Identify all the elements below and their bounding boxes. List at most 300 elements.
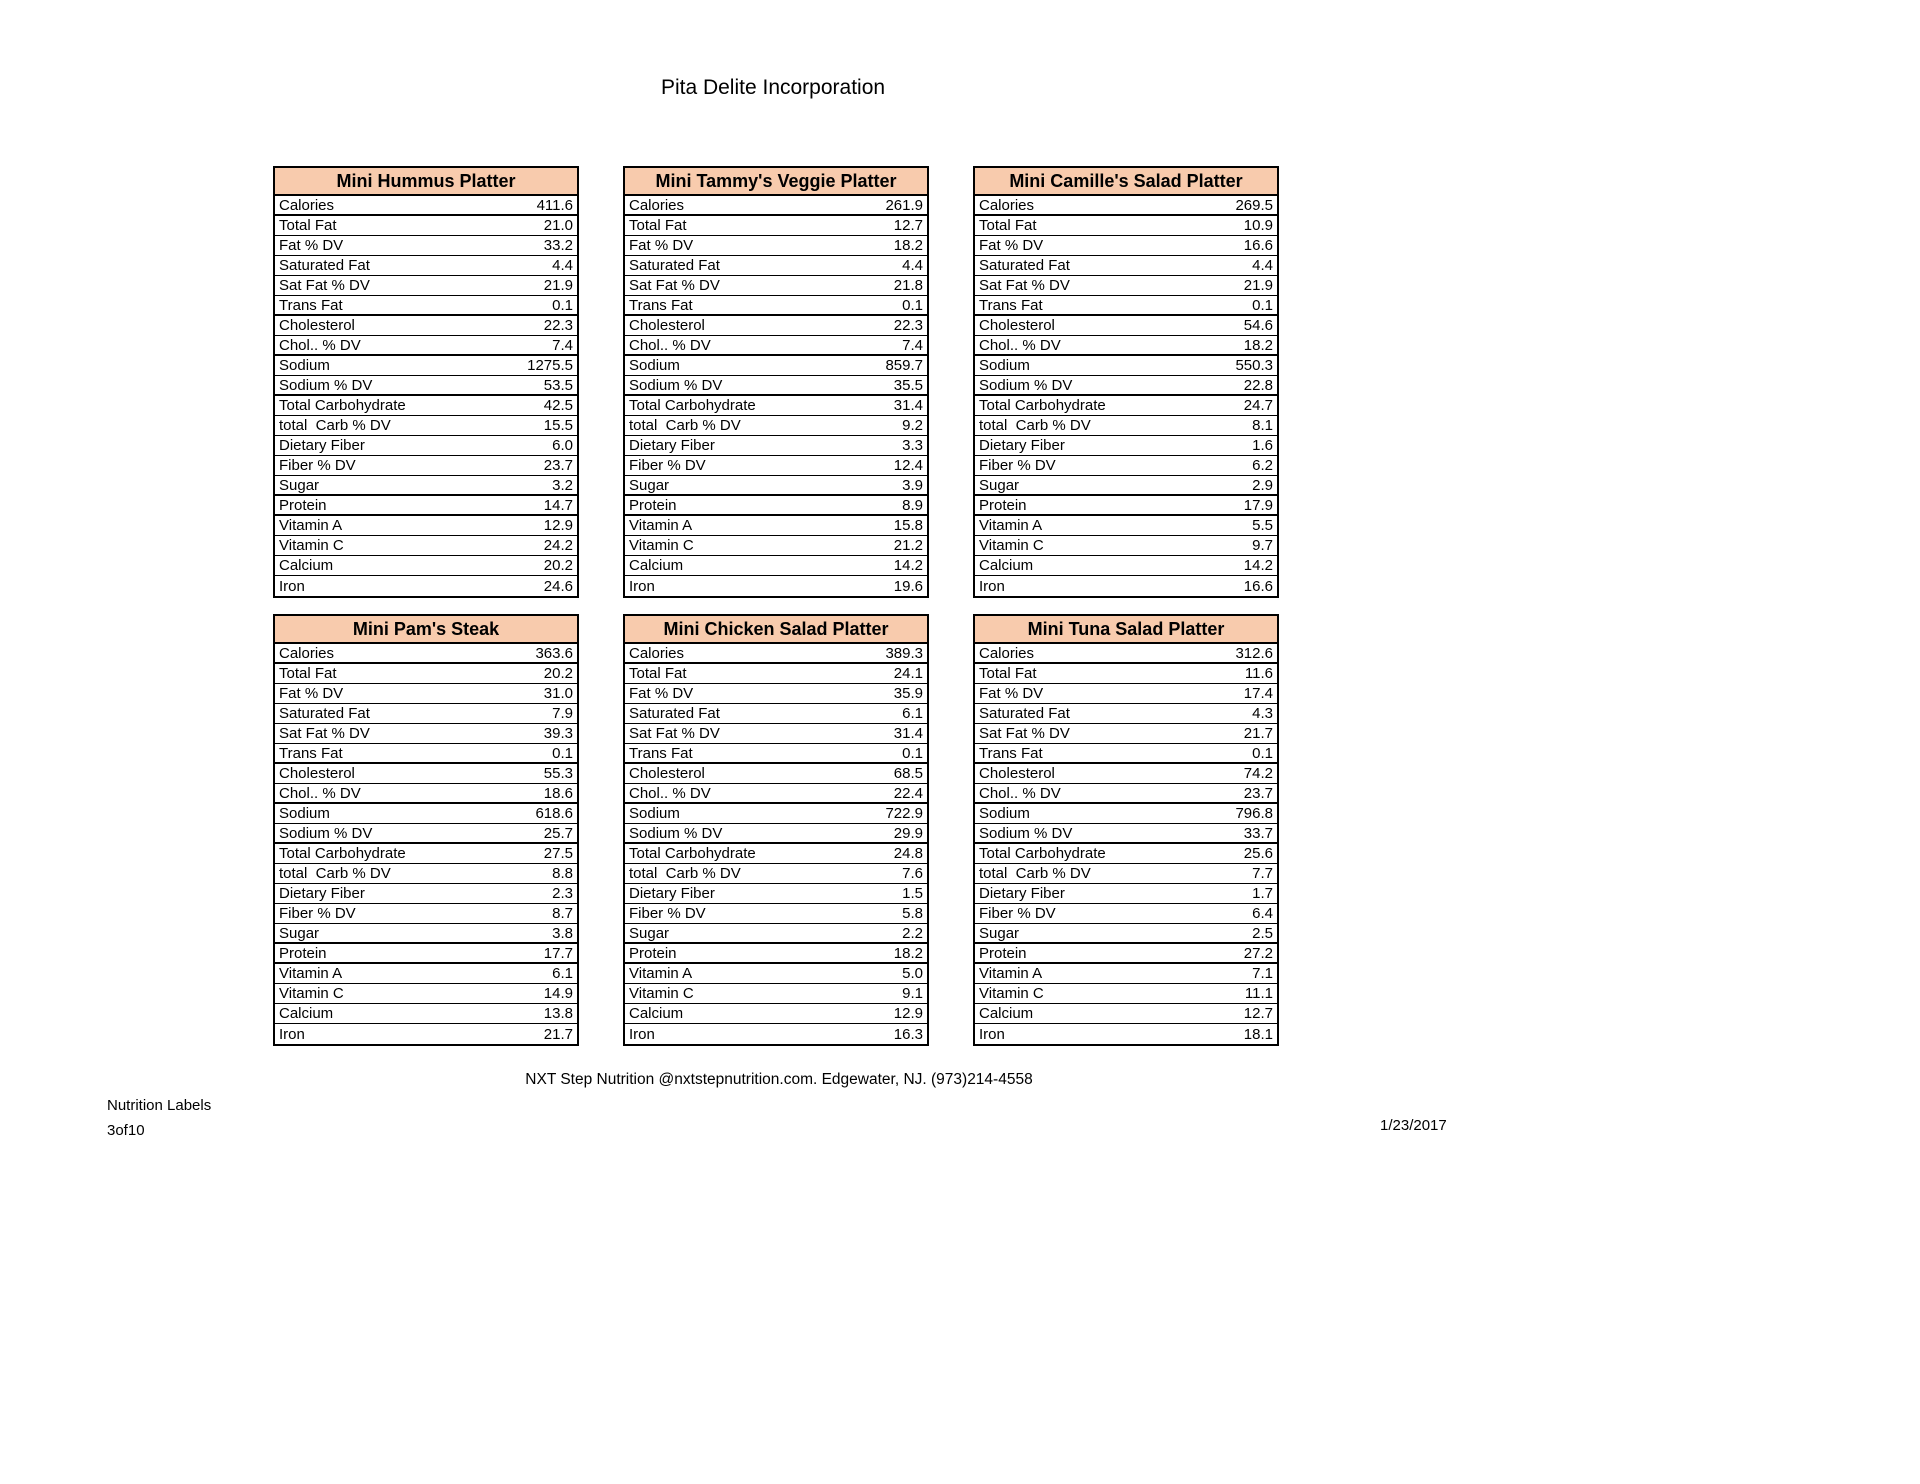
nutrition-row — [275, 644, 577, 664]
nutrition-row-value: 21.0 — [543, 217, 573, 234]
nutrition-row-value: 18.1 — [1243, 1025, 1273, 1043]
nutrition-row — [275, 436, 577, 456]
footer-contact-line: NXT Step Nutrition @nxtstepnutrition.com. Edgewater, NJ. (973)214-4558 — [525, 1071, 1033, 1088]
nutrition-row-label: total Carb % DV — [629, 417, 741, 434]
nutrition-row-label: Sodium — [279, 357, 330, 374]
nutrition-row-label: Vitamin A — [979, 517, 1043, 534]
nutrition-row-value: 12.7 — [893, 217, 923, 234]
nutrition-row-value: 796.8 — [1235, 805, 1273, 822]
nutrition-row-value: 16.6 — [1243, 577, 1273, 595]
nutrition-row-value: 20.2 — [543, 557, 573, 574]
nutrition-row — [625, 456, 927, 476]
nutrition-row-value: 53.5 — [543, 376, 573, 394]
nutrition-row — [975, 884, 1277, 904]
nutrition-row-value: 24.7 — [1243, 397, 1273, 414]
nutrition-row-label: Sat Fat % DV — [279, 277, 370, 294]
nutrition-row — [625, 196, 927, 216]
nutrition-row-label: Sugar — [629, 476, 670, 494]
nutrition-row-label: Dietary Fiber — [629, 885, 715, 902]
nutrition-row — [975, 436, 1277, 456]
nutrition-row-value: 14.7 — [543, 496, 573, 514]
nutrition-row — [975, 196, 1277, 216]
nutrition-row-value: 13.8 — [543, 1005, 573, 1022]
nutrition-row-value: 24.6 — [543, 577, 573, 595]
nutrition-row — [625, 824, 927, 844]
nutrition-row-label: Saturated Fat — [979, 257, 1070, 274]
nutrition-row-label: Trans Fat — [629, 296, 693, 314]
nutrition-row-value: 5.8 — [902, 905, 923, 922]
nutrition-row — [275, 276, 577, 296]
nutrition-row-value: 21.9 — [1243, 277, 1273, 294]
nutrition-row — [975, 764, 1277, 784]
nutrition-row — [275, 884, 577, 904]
nutrition-row — [625, 556, 927, 576]
nutrition-row-value: 25.6 — [1243, 845, 1273, 862]
nutrition-row — [275, 496, 577, 516]
footer-page-number: 3of10 — [107, 1122, 145, 1139]
nutrition-row-value: 20.2 — [543, 665, 573, 682]
nutrition-row-label: Dietary Fiber — [279, 437, 365, 454]
nutrition-row-label: Calcium — [979, 1005, 1034, 1022]
nutrition-row-value: 9.2 — [902, 417, 923, 434]
nutrition-row-label: Sat Fat % DV — [979, 725, 1070, 742]
nutrition-row-value: 7.1 — [1252, 965, 1273, 982]
nutrition-row-value: 6.1 — [902, 705, 923, 722]
nutrition-row — [975, 704, 1277, 724]
nutrition-row-label: Chol.. % DV — [979, 336, 1061, 354]
nutrition-row-label: Cholesterol — [979, 765, 1055, 782]
nutrition-row-label: Cholesterol — [629, 765, 705, 782]
nutrition-row-label: Fiber % DV — [979, 905, 1056, 922]
nutrition-row — [625, 764, 927, 784]
nutrition-row — [625, 784, 927, 804]
nutrition-row-value: 5.5 — [1252, 517, 1273, 534]
nutrition-row-value: 4.3 — [1252, 705, 1273, 722]
nutrition-row-label: Chol.. % DV — [629, 784, 711, 802]
nutrition-table — [273, 166, 579, 598]
nutrition-row — [625, 844, 927, 864]
nutrition-row-label: Trans Fat — [979, 744, 1043, 762]
nutrition-row-value: 12.9 — [893, 1005, 923, 1022]
nutrition-row — [975, 476, 1277, 496]
footer-date: 1/23/2017 — [1380, 1117, 1447, 1134]
nutrition-row — [275, 924, 577, 944]
nutrition-row-value: 14.2 — [893, 557, 923, 574]
nutrition-row — [975, 356, 1277, 376]
nutrition-row — [975, 416, 1277, 436]
nutrition-row-value: 25.7 — [543, 824, 573, 842]
nutrition-table-title: Mini Chicken Salad Platter — [625, 616, 927, 644]
nutrition-row-value: 12.4 — [893, 457, 923, 474]
nutrition-row-label: Calcium — [629, 1005, 684, 1022]
nutrition-row — [275, 744, 577, 764]
nutrition-row — [975, 864, 1277, 884]
nutrition-row-value: 2.9 — [1252, 476, 1273, 494]
nutrition-row-value: 8.8 — [552, 865, 573, 882]
nutrition-row — [275, 476, 577, 496]
nutrition-row-label: Sodium — [629, 805, 680, 822]
nutrition-row-value: 74.2 — [1243, 765, 1273, 782]
nutrition-row-value: 3.8 — [552, 924, 573, 942]
nutrition-row-label: Cholesterol — [629, 317, 705, 334]
nutrition-row-label: Sodium — [279, 805, 330, 822]
nutrition-row-value: 3.9 — [902, 476, 923, 494]
nutrition-row-label: Calcium — [979, 557, 1034, 574]
nutrition-row-label: Trans Fat — [279, 296, 343, 314]
nutrition-row-label: Saturated Fat — [629, 705, 720, 722]
nutrition-row — [275, 516, 577, 536]
nutrition-row — [275, 536, 577, 556]
nutrition-row-label: Sodium — [979, 357, 1030, 374]
nutrition-row-label: Fiber % DV — [279, 457, 356, 474]
nutrition-table-title: Mini Hummus Platter — [275, 168, 577, 196]
nutrition-row — [275, 964, 577, 984]
nutrition-row-label: Sugar — [629, 924, 670, 942]
nutrition-row-value: 24.1 — [893, 665, 923, 682]
nutrition-row-label: Dietary Fiber — [279, 885, 365, 902]
page-title: Pita Delite Incorporation — [660, 76, 886, 99]
nutrition-row-label: Protein — [279, 496, 327, 514]
nutrition-row-label: Vitamin C — [629, 537, 694, 554]
nutrition-row — [625, 684, 927, 704]
nutrition-row-label: Sugar — [279, 924, 320, 942]
nutrition-row-value: 7.4 — [902, 336, 923, 354]
nutrition-row-label: Vitamin A — [279, 965, 343, 982]
nutrition-row-label: Total Fat — [979, 665, 1037, 682]
nutrition-row-label: Calories — [629, 196, 685, 214]
nutrition-row-label: Total Fat — [629, 665, 687, 682]
nutrition-row — [625, 416, 927, 436]
nutrition-row-value: 27.2 — [1243, 944, 1273, 962]
nutrition-row — [975, 984, 1277, 1004]
nutrition-row-value: 19.6 — [893, 577, 923, 595]
nutrition-row-label: Calories — [279, 196, 335, 214]
nutrition-row-label: Total Fat — [279, 217, 337, 234]
nutrition-row-value: 31.4 — [893, 397, 923, 414]
nutrition-row — [625, 884, 927, 904]
nutrition-row-value: 23.7 — [543, 457, 573, 474]
nutrition-row-label: Iron — [279, 1025, 305, 1043]
nutrition-row-label: Sodium % DV — [629, 824, 723, 842]
nutrition-row — [975, 316, 1277, 336]
nutrition-table — [623, 166, 929, 598]
nutrition-row — [625, 1004, 927, 1024]
nutrition-row-label: Cholesterol — [979, 317, 1055, 334]
nutrition-row-value: 23.7 — [1243, 784, 1273, 802]
nutrition-row-value: 10.9 — [1243, 217, 1273, 234]
nutrition-row-label: Chol.. % DV — [629, 336, 711, 354]
nutrition-row-value: 550.3 — [1235, 357, 1273, 374]
nutrition-row-label: Vitamin C — [279, 537, 344, 554]
nutrition-row-value: 2.2 — [902, 924, 923, 942]
nutrition-row-label: Sugar — [979, 476, 1020, 494]
nutrition-row — [625, 724, 927, 744]
nutrition-row — [275, 336, 577, 356]
nutrition-row — [975, 804, 1277, 824]
nutrition-row-value: 9.7 — [1252, 537, 1273, 554]
nutrition-row-label: Sodium % DV — [629, 376, 723, 394]
nutrition-row — [625, 496, 927, 516]
nutrition-row-label: Sat Fat % DV — [279, 725, 370, 742]
nutrition-row — [625, 216, 927, 236]
nutrition-row-value: 33.2 — [543, 237, 573, 254]
nutrition-row-label: Cholesterol — [279, 765, 355, 782]
nutrition-row-value: 22.8 — [1243, 376, 1273, 394]
nutrition-row-value: 7.9 — [552, 705, 573, 722]
nutrition-row — [275, 864, 577, 884]
nutrition-row — [275, 824, 577, 844]
nutrition-row-value: 7.4 — [552, 336, 573, 354]
nutrition-row — [275, 664, 577, 684]
nutrition-row-value: 15.5 — [543, 417, 573, 434]
nutrition-row-value: 18.2 — [893, 237, 923, 254]
nutrition-row — [275, 784, 577, 804]
nutrition-row-label: Calcium — [279, 1005, 334, 1022]
nutrition-row-label: Fat % DV — [279, 685, 344, 702]
nutrition-row-value: 1.7 — [1252, 885, 1273, 902]
nutrition-row-value: 389.3 — [885, 644, 923, 662]
nutrition-row — [975, 964, 1277, 984]
nutrition-row — [975, 844, 1277, 864]
nutrition-row — [975, 516, 1277, 536]
nutrition-row-value: 35.5 — [893, 376, 923, 394]
nutrition-row — [625, 236, 927, 256]
nutrition-row-value: 27.5 — [543, 845, 573, 862]
nutrition-row-label: Chol.. % DV — [979, 784, 1061, 802]
footer-doc-title: Nutrition Labels — [107, 1097, 212, 1114]
nutrition-row-label: Protein — [629, 496, 677, 514]
nutrition-row-label: Protein — [629, 944, 677, 962]
nutrition-row-label: Total Carbohydrate — [629, 845, 756, 862]
nutrition-row-value: 618.6 — [535, 805, 573, 822]
nutrition-row-label: Sat Fat % DV — [629, 277, 720, 294]
nutrition-row-value: 24.2 — [543, 537, 573, 554]
nutrition-table-title: Mini Tammy's Veggie Platter — [625, 168, 927, 196]
nutrition-table — [273, 614, 579, 1046]
nutrition-row — [625, 744, 927, 764]
nutrition-row-label: Iron — [979, 577, 1005, 595]
nutrition-row — [625, 316, 927, 336]
nutrition-row — [625, 256, 927, 276]
nutrition-row — [625, 376, 927, 396]
nutrition-row-value: 9.1 — [902, 985, 923, 1002]
nutrition-row — [275, 764, 577, 784]
nutrition-row — [275, 236, 577, 256]
nutrition-row-label: Trans Fat — [979, 296, 1043, 314]
nutrition-row-value: 722.9 — [885, 805, 923, 822]
nutrition-row — [275, 256, 577, 276]
nutrition-row-value: 17.9 — [1243, 496, 1273, 514]
nutrition-row-label: Calories — [979, 644, 1035, 662]
nutrition-row-value: 8.7 — [552, 905, 573, 922]
nutrition-row — [275, 556, 577, 576]
nutrition-row — [275, 1004, 577, 1024]
nutrition-row — [275, 684, 577, 704]
nutrition-row-label: Sat Fat % DV — [629, 725, 720, 742]
nutrition-table-title: Mini Pam's Steak — [275, 616, 577, 644]
nutrition-row-label: Cholesterol — [279, 317, 355, 334]
nutrition-row-value: 6.2 — [1252, 457, 1273, 474]
nutrition-row-label: Vitamin A — [279, 517, 343, 534]
nutrition-row-label: Sugar — [979, 924, 1020, 942]
nutrition-row-value: 14.9 — [543, 985, 573, 1002]
nutrition-row — [625, 804, 927, 824]
nutrition-row-value: 0.1 — [1252, 296, 1273, 314]
nutrition-row — [275, 984, 577, 1004]
nutrition-row-value: 6.0 — [552, 437, 573, 454]
nutrition-row — [975, 1024, 1277, 1044]
nutrition-row-value: 7.7 — [1252, 865, 1273, 882]
nutrition-row-label: Sodium % DV — [979, 376, 1073, 394]
nutrition-row-label: total Carb % DV — [279, 865, 391, 882]
nutrition-row-label: Sodium — [979, 805, 1030, 822]
nutrition-row-label: Dietary Fiber — [629, 437, 715, 454]
nutrition-row — [975, 744, 1277, 764]
nutrition-row-value: 11.1 — [1244, 985, 1273, 1002]
nutrition-row-value: 31.4 — [893, 725, 923, 742]
nutrition-row — [625, 904, 927, 924]
nutrition-row-label: Total Carbohydrate — [279, 845, 406, 862]
nutrition-row — [625, 944, 927, 964]
nutrition-row — [625, 516, 927, 536]
nutrition-row-label: Iron — [629, 1025, 655, 1043]
nutrition-row — [275, 844, 577, 864]
nutrition-row-value: 21.7 — [543, 1025, 573, 1043]
nutrition-row-value: 18.2 — [1243, 336, 1273, 354]
nutrition-row — [975, 216, 1277, 236]
nutrition-row-value: 2.3 — [552, 885, 573, 902]
nutrition-row-value: 0.1 — [902, 744, 923, 762]
nutrition-row-label: Trans Fat — [279, 744, 343, 762]
nutrition-row — [275, 456, 577, 476]
nutrition-row — [625, 704, 927, 724]
nutrition-row-label: Chol.. % DV — [279, 336, 361, 354]
nutrition-row — [975, 904, 1277, 924]
nutrition-row — [625, 296, 927, 316]
nutrition-row-label: Total Fat — [979, 217, 1037, 234]
nutrition-row — [275, 376, 577, 396]
nutrition-row-value: 1.6 — [1252, 437, 1273, 454]
nutrition-row-value: 8.1 — [1252, 417, 1273, 434]
nutrition-row — [625, 276, 927, 296]
nutrition-row-label: total Carb % DV — [279, 417, 391, 434]
nutrition-row-label: Calories — [979, 196, 1035, 214]
nutrition-row-label: Sodium % DV — [279, 376, 373, 394]
nutrition-row — [975, 396, 1277, 416]
nutrition-row-value: 18.2 — [893, 944, 923, 962]
nutrition-row-label: total Carb % DV — [979, 865, 1091, 882]
nutrition-row — [625, 964, 927, 984]
nutrition-row-value: 21.9 — [543, 277, 573, 294]
nutrition-row-label: Calcium — [629, 557, 684, 574]
nutrition-row-value: 0.1 — [552, 744, 573, 762]
nutrition-row-label: Sodium — [629, 357, 680, 374]
nutrition-row-label: Total Carbohydrate — [979, 845, 1106, 862]
nutrition-row — [975, 376, 1277, 396]
nutrition-row — [975, 556, 1277, 576]
nutrition-row — [275, 316, 577, 336]
nutrition-row-label: Dietary Fiber — [979, 885, 1065, 902]
nutrition-row — [275, 804, 577, 824]
nutrition-row — [625, 864, 927, 884]
nutrition-row-label: Total Fat — [279, 665, 337, 682]
nutrition-row — [975, 824, 1277, 844]
nutrition-row — [275, 704, 577, 724]
nutrition-row-value: 0.1 — [552, 296, 573, 314]
nutrition-row-label: Protein — [979, 496, 1027, 514]
nutrition-row — [275, 1024, 577, 1044]
nutrition-row — [275, 216, 577, 236]
nutrition-row-label: Fat % DV — [979, 685, 1044, 702]
nutrition-row-label: Iron — [629, 577, 655, 595]
nutrition-row-value: 68.5 — [893, 765, 923, 782]
nutrition-row-label: Protein — [979, 944, 1027, 962]
nutrition-row-label: Calories — [279, 644, 335, 662]
nutrition-row-value: 4.4 — [1252, 257, 1273, 274]
nutrition-row-value: 18.6 — [543, 784, 573, 802]
nutrition-row-label: Total Fat — [629, 217, 687, 234]
nutrition-row — [975, 644, 1277, 664]
nutrition-row-label: Chol.. % DV — [279, 784, 361, 802]
nutrition-row — [975, 236, 1277, 256]
nutrition-row-label: Total Carbohydrate — [629, 397, 756, 414]
nutrition-row-label: Total Carbohydrate — [279, 397, 406, 414]
nutrition-row-label: Vitamin C — [979, 537, 1044, 554]
nutrition-row-value: 54.6 — [1243, 317, 1273, 334]
nutrition-table — [623, 614, 929, 1046]
nutrition-row-label: Calories — [629, 644, 685, 662]
nutrition-row-label: Sat Fat % DV — [979, 277, 1070, 294]
nutrition-row-value: 411.6 — [536, 196, 573, 214]
nutrition-row-value: 4.4 — [902, 257, 923, 274]
nutrition-row — [975, 724, 1277, 744]
nutrition-row-value: 363.6 — [535, 644, 573, 662]
nutrition-row-label: total Carb % DV — [629, 865, 741, 882]
nutrition-row — [625, 356, 927, 376]
nutrition-row-value: 39.3 — [543, 725, 573, 742]
nutrition-row-label: Fiber % DV — [629, 905, 706, 922]
nutrition-row-value: 859.7 — [885, 357, 923, 374]
nutrition-row-label: Saturated Fat — [629, 257, 720, 274]
nutrition-row — [975, 576, 1277, 596]
nutrition-row — [275, 904, 577, 924]
nutrition-row-label: Vitamin C — [979, 985, 1044, 1002]
nutrition-row-value: 16.6 — [1243, 237, 1273, 254]
nutrition-row-label: Saturated Fat — [279, 705, 370, 722]
nutrition-row-value: 4.4 — [552, 257, 573, 274]
nutrition-row-value: 31.0 — [543, 685, 573, 702]
nutrition-row-value: 15.8 — [893, 517, 923, 534]
nutrition-row — [975, 336, 1277, 356]
nutrition-row-label: Protein — [279, 944, 327, 962]
nutrition-row-value: 17.7 — [543, 944, 573, 962]
nutrition-row-label: Calcium — [279, 557, 334, 574]
nutrition-row-label: Saturated Fat — [279, 257, 370, 274]
nutrition-row — [275, 296, 577, 316]
nutrition-row — [275, 196, 577, 216]
nutrition-row — [625, 644, 927, 664]
nutrition-row — [975, 256, 1277, 276]
nutrition-row — [975, 924, 1277, 944]
nutrition-row-value: 24.8 — [893, 845, 923, 862]
nutrition-row — [275, 576, 577, 596]
nutrition-row-label: Iron — [979, 1025, 1005, 1043]
nutrition-row — [975, 536, 1277, 556]
nutrition-row-label: Vitamin A — [979, 965, 1043, 982]
nutrition-row — [275, 396, 577, 416]
nutrition-row-value: 11.6 — [1244, 665, 1273, 682]
nutrition-row-value: 21.2 — [893, 537, 923, 554]
